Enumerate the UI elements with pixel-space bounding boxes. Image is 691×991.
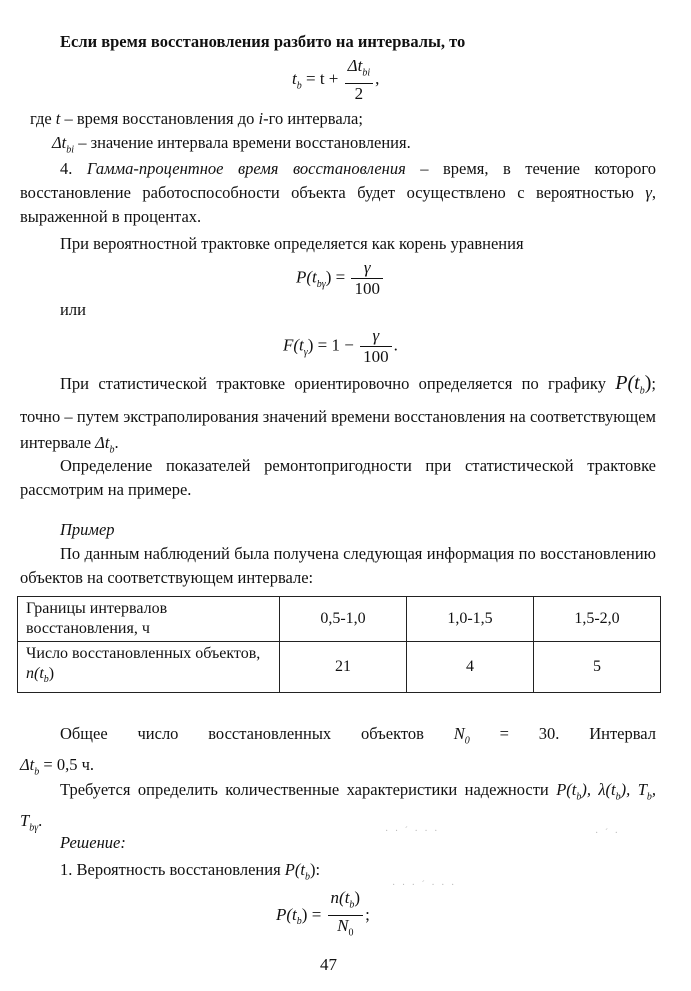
paragraph-observations: По данным наблюдений была получена следующая информация по восстановлению объектов на соответствующем интервале: (20, 544, 656, 587)
formula-p-tb: $P(t_b)$ = $\frac{n(t_b)}{N_0}$ ; (276, 888, 370, 939)
scan-noise: · · · ´ · · · (392, 880, 457, 891)
paragraph-definition-example: Определение показателей ремонтопригодности при статистической трактовке рассмотрим на примере. (20, 456, 656, 499)
word-or: или (60, 300, 86, 319)
paragraph-recovery-probability: 1. Вероятность восстановления $P(t_b)$: (60, 860, 321, 883)
paragraph-intervals: Если время восстановления разбито на интервалы, то (60, 32, 466, 51)
paragraph-requirement: Требуется определить количественные характеристики надежности $P(t_b)$, $\lambda(t_b)$, $T_b$, $T_{b\gamma}$. (20, 780, 656, 834)
formula-p-tbgamma: $P(t_{b\gamma})$ = $\frac{\gamma}{100}$ (296, 258, 385, 299)
formula-f-tgamma: $F(t_\gamma) = 1$ − $\frac{\gamma}{100}$ . (283, 326, 398, 366)
table-header-count: Число восстановленных объектов, $n(t_b)$ (18, 642, 280, 693)
table-row (18, 642, 661, 693)
table-cell: 4 (407, 642, 534, 693)
definition-t: где t – время восстановления до i-го интервала; (30, 109, 363, 128)
paragraph-gamma-time: 4. Гамма-процентное время восстановления – время, в течение которого восстановление работоспособности объекта будет осуществлено с вероятностью γ, выраженной в процентах. (20, 159, 657, 226)
scan-noise: · · ´ · · · (385, 826, 440, 837)
scan-noise: · ´ · (595, 828, 620, 839)
table-cell: 21 (280, 642, 407, 693)
recovery-table (17, 596, 661, 693)
paragraph-total-count: Общее число восстановленных объектов $N_0 = 30$. Интервал $\Delta t_b = 0,5$ ч. (20, 724, 657, 778)
table-cell: 1,0-1,5 (407, 597, 534, 642)
table-row (18, 597, 661, 642)
table-cell: 1,5-2,0 (534, 597, 661, 642)
paragraph-probabilistic: При вероятностной трактовке определяется как корень уравнения (60, 234, 524, 253)
solution-title: Решение: (60, 833, 126, 852)
example-title: Пример (60, 520, 115, 539)
table-cell: 0,5-1,0 (280, 597, 407, 642)
table-cell: 5 (534, 642, 661, 693)
table-header-intervals: Границы интервалов восстановления, ч (18, 597, 280, 642)
paragraph-statistical: При статистической трактовке ориентировочно определяется по графику $P(t_b)$; точно – путем экстраполирования значений времени восстановления на соответствующем интервале $\Delta t_b$. (20, 372, 656, 456)
formula-tb: $t_b = t$ + $\frac{\Delta t_{bi}}{2}$ , (292, 56, 380, 104)
definition-delta-t: $\Delta t_{bi}$ – значение интервала времени восстановления. (52, 133, 411, 156)
page-number: 47 (320, 955, 337, 974)
